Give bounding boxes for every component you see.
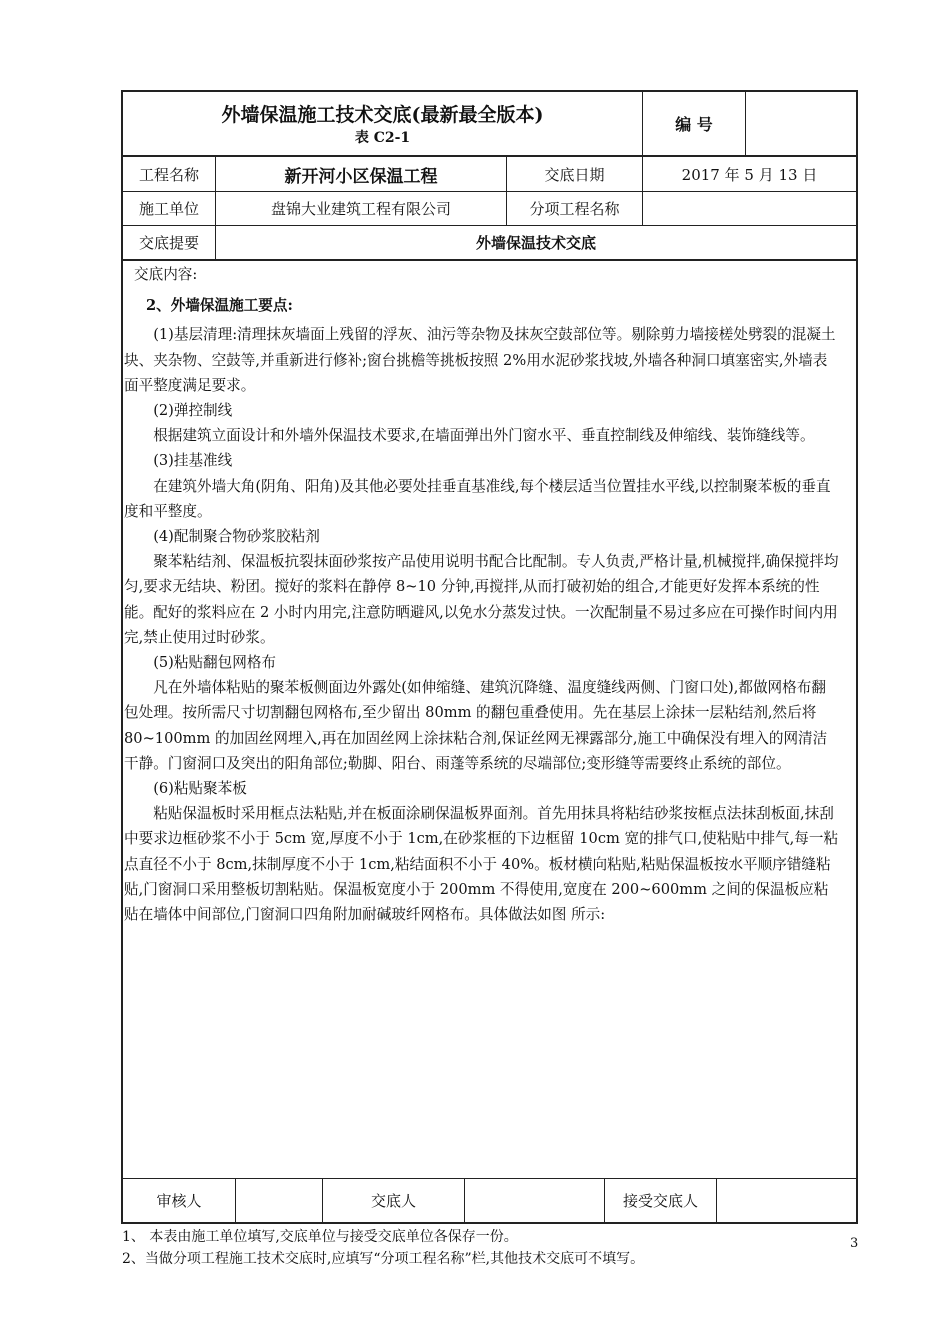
project-name-value: 新开河小区保温工程 xyxy=(284,166,438,187)
contractor-label: 施工单位 xyxy=(138,200,199,218)
reviewer-value xyxy=(236,1179,322,1222)
footnote: 1、 本表由施工单位填写,交底单位与接受交底单位各保存一份。 xyxy=(122,1229,518,1245)
list-item xyxy=(124,650,839,776)
list-item xyxy=(124,776,839,927)
date-label: 交底日期 xyxy=(544,165,605,184)
form-number: 表 C2-1 xyxy=(354,130,411,146)
item-text: 凡在外墙体粘贴的聚苯板侧面边外露处(如伸缩缝、建筑沉降缝、温度缝线两侧、门窗口处),都做网格布翻包处理。按所需尺寸切割翻包网格布,至少留出 80mm 的翻包重叠使用。先在基层上涂抹一层粘结剂,然后将 80~100mm 的加固丝网埋入,再在加固丝网上涂抹粘合剂,保证丝网无裸露部分,施工中确保没有埋入的网清洁干静。门窗洞口及突出的阳角部位;勒脚、阳台、雨蓬等系统的尽端部位;变形缝等需要终止系统的部位。 xyxy=(124,679,828,772)
discloser-label: 交底人 xyxy=(370,1192,416,1210)
contractor-value: 盘锦大业建筑工程有限公司 xyxy=(270,200,451,218)
receiver-value xyxy=(717,1179,856,1222)
summary-value: 外墙保温技术交底 xyxy=(475,234,596,252)
item-text: 根据建筑立面设计和外墙外保温技术要求,在墙面弹出外门窗水平、垂直控制线及伸缩线、装饰缝线等。 xyxy=(153,427,815,445)
summary-label: 交底提要 xyxy=(138,234,199,252)
receiver-label: 接受交底人 xyxy=(622,1192,698,1210)
discloser-value xyxy=(465,1179,604,1222)
item-title: (6)粘贴聚苯板 xyxy=(153,780,247,798)
list-item xyxy=(124,524,839,650)
item-title: (3)挂基准线 xyxy=(153,452,233,470)
item-title: (4)配制聚合物砂浆胶粘剂 xyxy=(153,528,320,546)
item-text: 清理抹灰墙面上残留的浮灰、油污等杂物及抹灰空鼓部位等。剔除剪力墙接槎处劈裂的混凝土块、夹杂物、空鼓等,并重新进行修补;窗台挑檐等挑板按照 2%用水泥砂浆找坡,外墙各种洞口填塞密实,外墙表面平整度满足要求。 xyxy=(124,326,836,394)
reviewer-label: 审核人 xyxy=(156,1192,202,1210)
item-text: 聚苯粘结剂、保温板抗裂抹面砂浆按产品使用说明书配合比配制。专人负责,严格计量,机械搅拌,确保搅拌均匀,要求无结块、粉团。搅好的浆料在静停 8~10 分钟,再搅拌,从而打破初始的组合,才能更好发挥本系统的性能。配好的浆料应在 2 小时内用完,注意防晒避风,以免水分蒸发过快。一次配制量不易过多应在可操作时间内用完,禁止使用过时砂浆。 xyxy=(124,553,839,646)
disclosure-content xyxy=(124,262,839,927)
item-text: 在建筑外墙大角(阴角、阳角)及其他必要处挂垂直基准线,每个楼层适当位置挂水平线,以控制聚苯板的垂直度和平整度。 xyxy=(124,477,831,520)
item-title: (5)粘贴翻包网格布 xyxy=(153,654,277,672)
document-title: 外墙保温施工技术交底(最新最全版本) xyxy=(221,103,544,126)
number-label: 编 号 xyxy=(675,115,713,134)
number-value xyxy=(746,92,856,155)
list-item xyxy=(124,398,839,448)
list-item xyxy=(124,322,839,398)
subproject-label: 分项工程名称 xyxy=(529,200,620,218)
page-number: 3 xyxy=(850,1236,859,1251)
list-item xyxy=(124,448,839,524)
project-name-label: 工程名称 xyxy=(138,165,199,184)
content-heading: 交底内容: xyxy=(134,266,198,283)
date-value: 2017 年 5 月 13 日 xyxy=(681,165,818,184)
footnote: 2、当做分项工程施工技术交底时,应填写“分项工程名称”栏,其他技术交底可不填写。 xyxy=(122,1251,645,1267)
section-title: 2、外墙保温施工要点: xyxy=(146,297,293,315)
subproject-value xyxy=(643,192,856,225)
item-text: 粘贴保温板时采用框点法粘贴,并在板面涂刷保温板界面剂。首先用抹具将粘结砂浆按框点法抹刮板面,抹刮中要求边框砂浆不小于 5cm 宽,厚度不小于 1cm,在砂浆框的下边框留 10cm 宽的排气口,使粘贴中排气,每一粘点直径不小于 8cm,抹制厚度不小于 1cm,粘结面积不小于 40%。板材横向粘贴,粘贴保温板按水平顺序错缝粘贴,门窗洞口采用整板切割粘贴。保温板宽度小于 200mm 不得使用,宽度在 200~600mm 之间的保温板应粘贴在墙体中间部位,门窗洞口四角附加耐碱玻纤网格布。具体做法如图 所示: xyxy=(124,805,839,924)
item-title: (1)基层清理: xyxy=(153,326,238,344)
item-title: (2)弹控制线 xyxy=(153,402,233,420)
